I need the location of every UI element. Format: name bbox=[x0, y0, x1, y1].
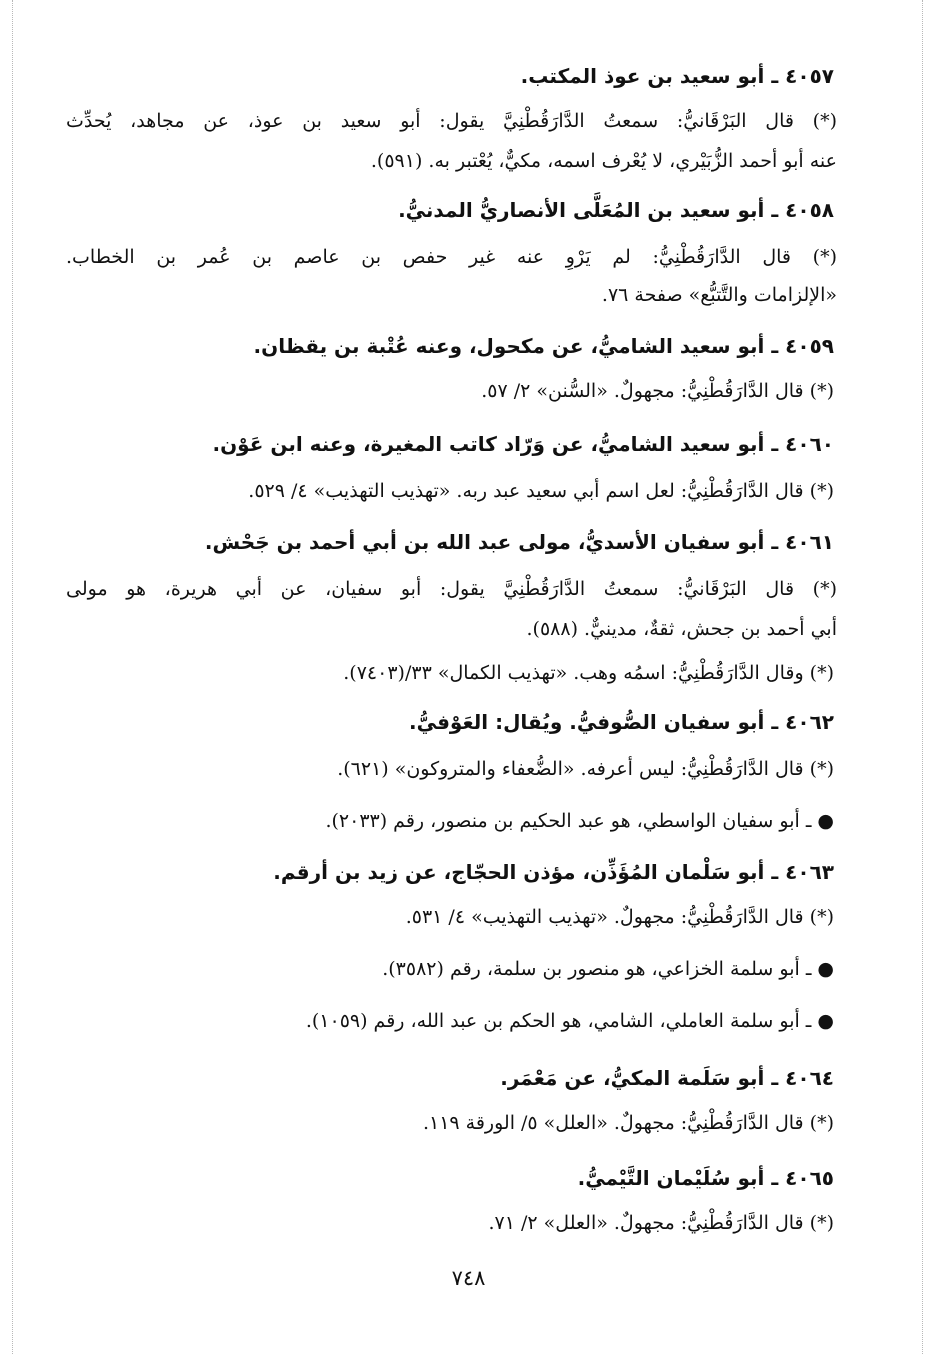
cross-reference-item: ● ـ أبو سلمة العاملي، الشامي، هو الحكم بن عبد الله، رقم (١٠٥٩). bbox=[305, 1010, 834, 1032]
entry-heading: ٤٠٦٥ ـ أبو سُلَيْمان التَّيْميُّ. bbox=[577, 1166, 834, 1190]
entry-text: (*) قال الدَّارَقُطْنِيُّ: ليس أعرفه. «الضُّعفاء والمتروكون» (٦٢١). bbox=[337, 758, 834, 780]
entry-heading: ٤٠٦٠ ـ أبو سعيد الشاميُّ، عن وَرّاد كاتب المغيرة، وعنه ابن عَوْن. bbox=[212, 432, 834, 456]
entry-heading: ٤٠٥٧ ـ أبو سعيد بن عوذ المكتب. bbox=[520, 64, 834, 88]
entry-heading: ٤٠٦٣ ـ أبو سَلْمان المُؤَذِّن، مؤذن الحجّاج، عن زيد بن أرقم. bbox=[273, 860, 834, 884]
entry-text: (*) قال الدَّارَقُطْنِيُّ: لم يَرْوِ عنه غير حفص بن عاصم بن عُمر بن الخطاب. bbox=[66, 246, 837, 268]
entry-text: (*) قال الدَّارَقُطْنِيُّ: مجهولٌ. «العلل» ٢/ ٧١. bbox=[488, 1212, 834, 1234]
scan-border-left bbox=[12, 0, 13, 1354]
entry-heading: ٤٠٦١ ـ أبو سفيان الأسديُّ، مولى عبد الله بن أبي أحمد بن جَحْش. bbox=[204, 530, 834, 554]
entry-heading: ٤٠٦٤ ـ أبو سَلَمة المكيُّ، عن مَعْمَر. bbox=[500, 1066, 834, 1090]
cross-reference-item: ● ـ أبو سفيان الواسطي، هو عبد الحكيم بن منصور، رقم (٢٠٣٣). bbox=[325, 810, 834, 832]
entry-text: (*) وقال الدَّارَقُطْنِيُّ: اسمُه وهب. «تهذيب الكمال» ٣٣/(٧٤٠٣). bbox=[343, 662, 834, 684]
entry-text: (*) قال الدَّارَقُطْنِيُّ: مجهولٌ. «تهذيب التهذيب» ٤/ ٥٣١. bbox=[405, 906, 834, 928]
entry-text: (*) قال الدَّارَقُطْنِيُّ: مجهولٌ. «السُّنن» ٢/ ٥٧. bbox=[481, 380, 834, 402]
entry-text: (*) قال البَرْقَانيُّ: سمعتُ الدَّارَقُطْنِيَّ يقول: أبو سعيد بن عوذ، عن مجاهد، يُحدِّث bbox=[66, 110, 837, 132]
entry-text: (*) قال الدَّارَقُطْنِيُّ: لعل اسم أبي سعيد عبد ربه. «تهذيب التهذيب» ٤/ ٥٢٩. bbox=[248, 480, 834, 502]
entry-text: (*) قال الدَّارَقُطْنِيُّ: مجهولٌ. «العلل» ٥/ الورقة ١١٩. bbox=[422, 1112, 834, 1134]
page-number: ٧٤٨ bbox=[451, 1266, 486, 1290]
cross-reference-item: ● ـ أبو سلمة الخزاعي، هو منصور بن سلمة، رقم (٣٥٨٢). bbox=[382, 958, 834, 980]
scan-border-right bbox=[922, 0, 923, 1354]
entry-text: «الإلزامات والتَّتبُّع» صفحة ٧٦. bbox=[601, 284, 837, 306]
entry-heading: ٤٠٥٩ ـ أبو سعيد الشاميُّ، عن مكحول، وعنه عُتْبة بن يقظان. bbox=[253, 334, 834, 358]
entry-heading: ٤٠٦٢ ـ أبو سفيان الصُّوفيُّ. ويُقال: العَوْفيُّ. bbox=[408, 710, 834, 734]
entry-heading: ٤٠٥٨ ـ أبو سعيد بن المُعَلَّى الأنصاريُّ المدنيُّ. bbox=[398, 198, 834, 222]
entry-text: (*) قال البَرْقَانيُّ: سمعتُ الدَّارَقُطْنِيَّ يقول: أبو سفيان، عن أبي هريرة، هو مولى bbox=[66, 578, 837, 600]
entry-text: عنه أبو أحمد الزُّبَيْري، لا يُعْرف اسمه، مكيٌّ، يُعْتبر به. (٥٩١). bbox=[370, 150, 837, 172]
entry-text: أبي أحمد بن جحش، ثقةٌ، مدينيٌّ. (٥٨٨). bbox=[526, 618, 837, 640]
